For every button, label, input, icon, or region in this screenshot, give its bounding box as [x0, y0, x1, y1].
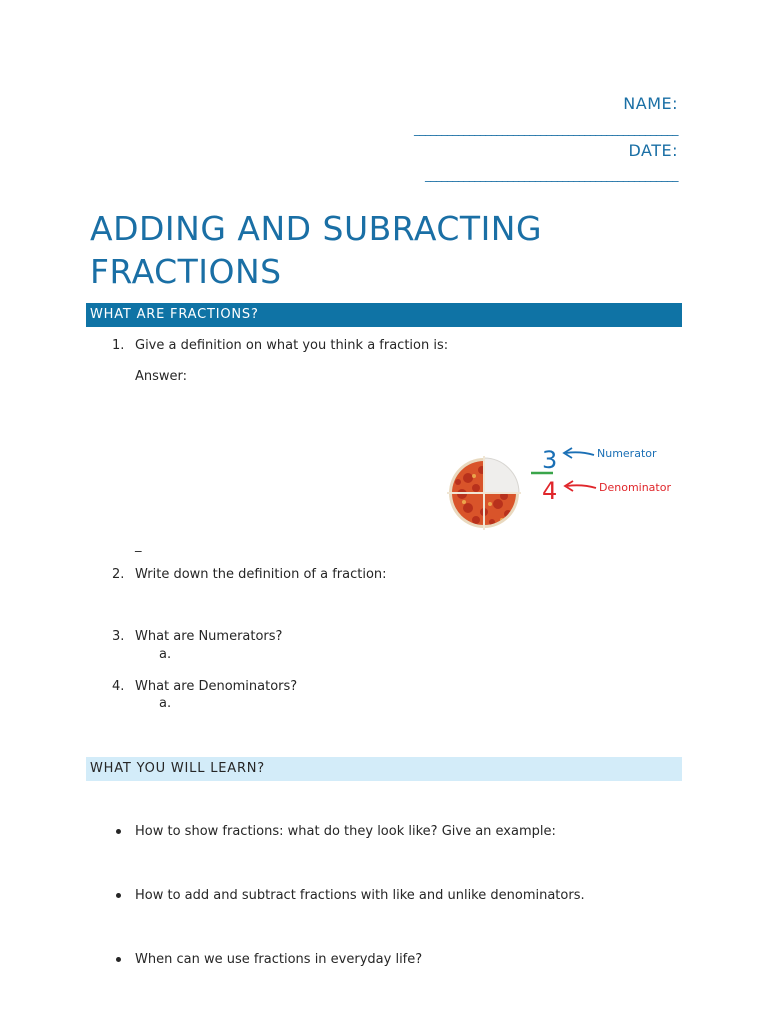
- answer-mark: _: [135, 538, 142, 553]
- numerator-digit: 3: [542, 446, 558, 474]
- fraction-diagram: [446, 436, 686, 532]
- question-4-sub-a: a.: [159, 696, 172, 711]
- date-label: DATE:: [628, 141, 678, 160]
- section-heading-learn: WHAT YOU WILL LEARN?: [86, 757, 682, 781]
- question-3-sub-a: a.: [159, 647, 172, 662]
- denominator-digit: 4: [542, 477, 558, 505]
- question-1-number: 1.: [112, 338, 125, 353]
- name-blank-line[interactable]: ________________________________________________: [414, 122, 678, 136]
- date-blank-line[interactable]: ______________________________________________: [425, 168, 678, 182]
- learn-item-3: When can we use fractions in everyday life?: [135, 952, 423, 967]
- pizza-image: [447, 456, 521, 530]
- learn-item-2: How to add and subtract fractions with like and unlike denominators.: [135, 888, 585, 903]
- denominator-arrow-icon: [565, 481, 596, 491]
- question-3-number: 3.: [112, 629, 125, 644]
- question-2-number: 2.: [112, 567, 125, 582]
- section-heading-fractions: WHAT ARE FRACTIONS?: [86, 303, 682, 327]
- denominator-label: Denominator: [599, 481, 671, 494]
- name-label: NAME:: [623, 94, 678, 113]
- page-title: ADDING AND SUBRACTING FRACTIONS: [90, 209, 543, 291]
- question-4-number: 4.: [112, 679, 125, 694]
- bullet-icon: [116, 957, 121, 962]
- learn-item-1: How to show fractions: what do they look like? Give an example:: [135, 824, 556, 839]
- bullet-icon: [116, 829, 121, 834]
- question-3-text: What are Numerators?: [135, 629, 283, 644]
- question-1-text: Give a definition on what you think a fraction is:: [135, 338, 449, 353]
- answer-label: Answer:: [135, 369, 188, 384]
- question-4-text: What are Denominators?: [135, 679, 298, 694]
- question-2-text: Write down the definition of a fraction:: [135, 567, 387, 582]
- numerator-label: Numerator: [597, 447, 657, 460]
- numerator-arrow-icon: [564, 448, 594, 458]
- bullet-icon: [116, 893, 121, 898]
